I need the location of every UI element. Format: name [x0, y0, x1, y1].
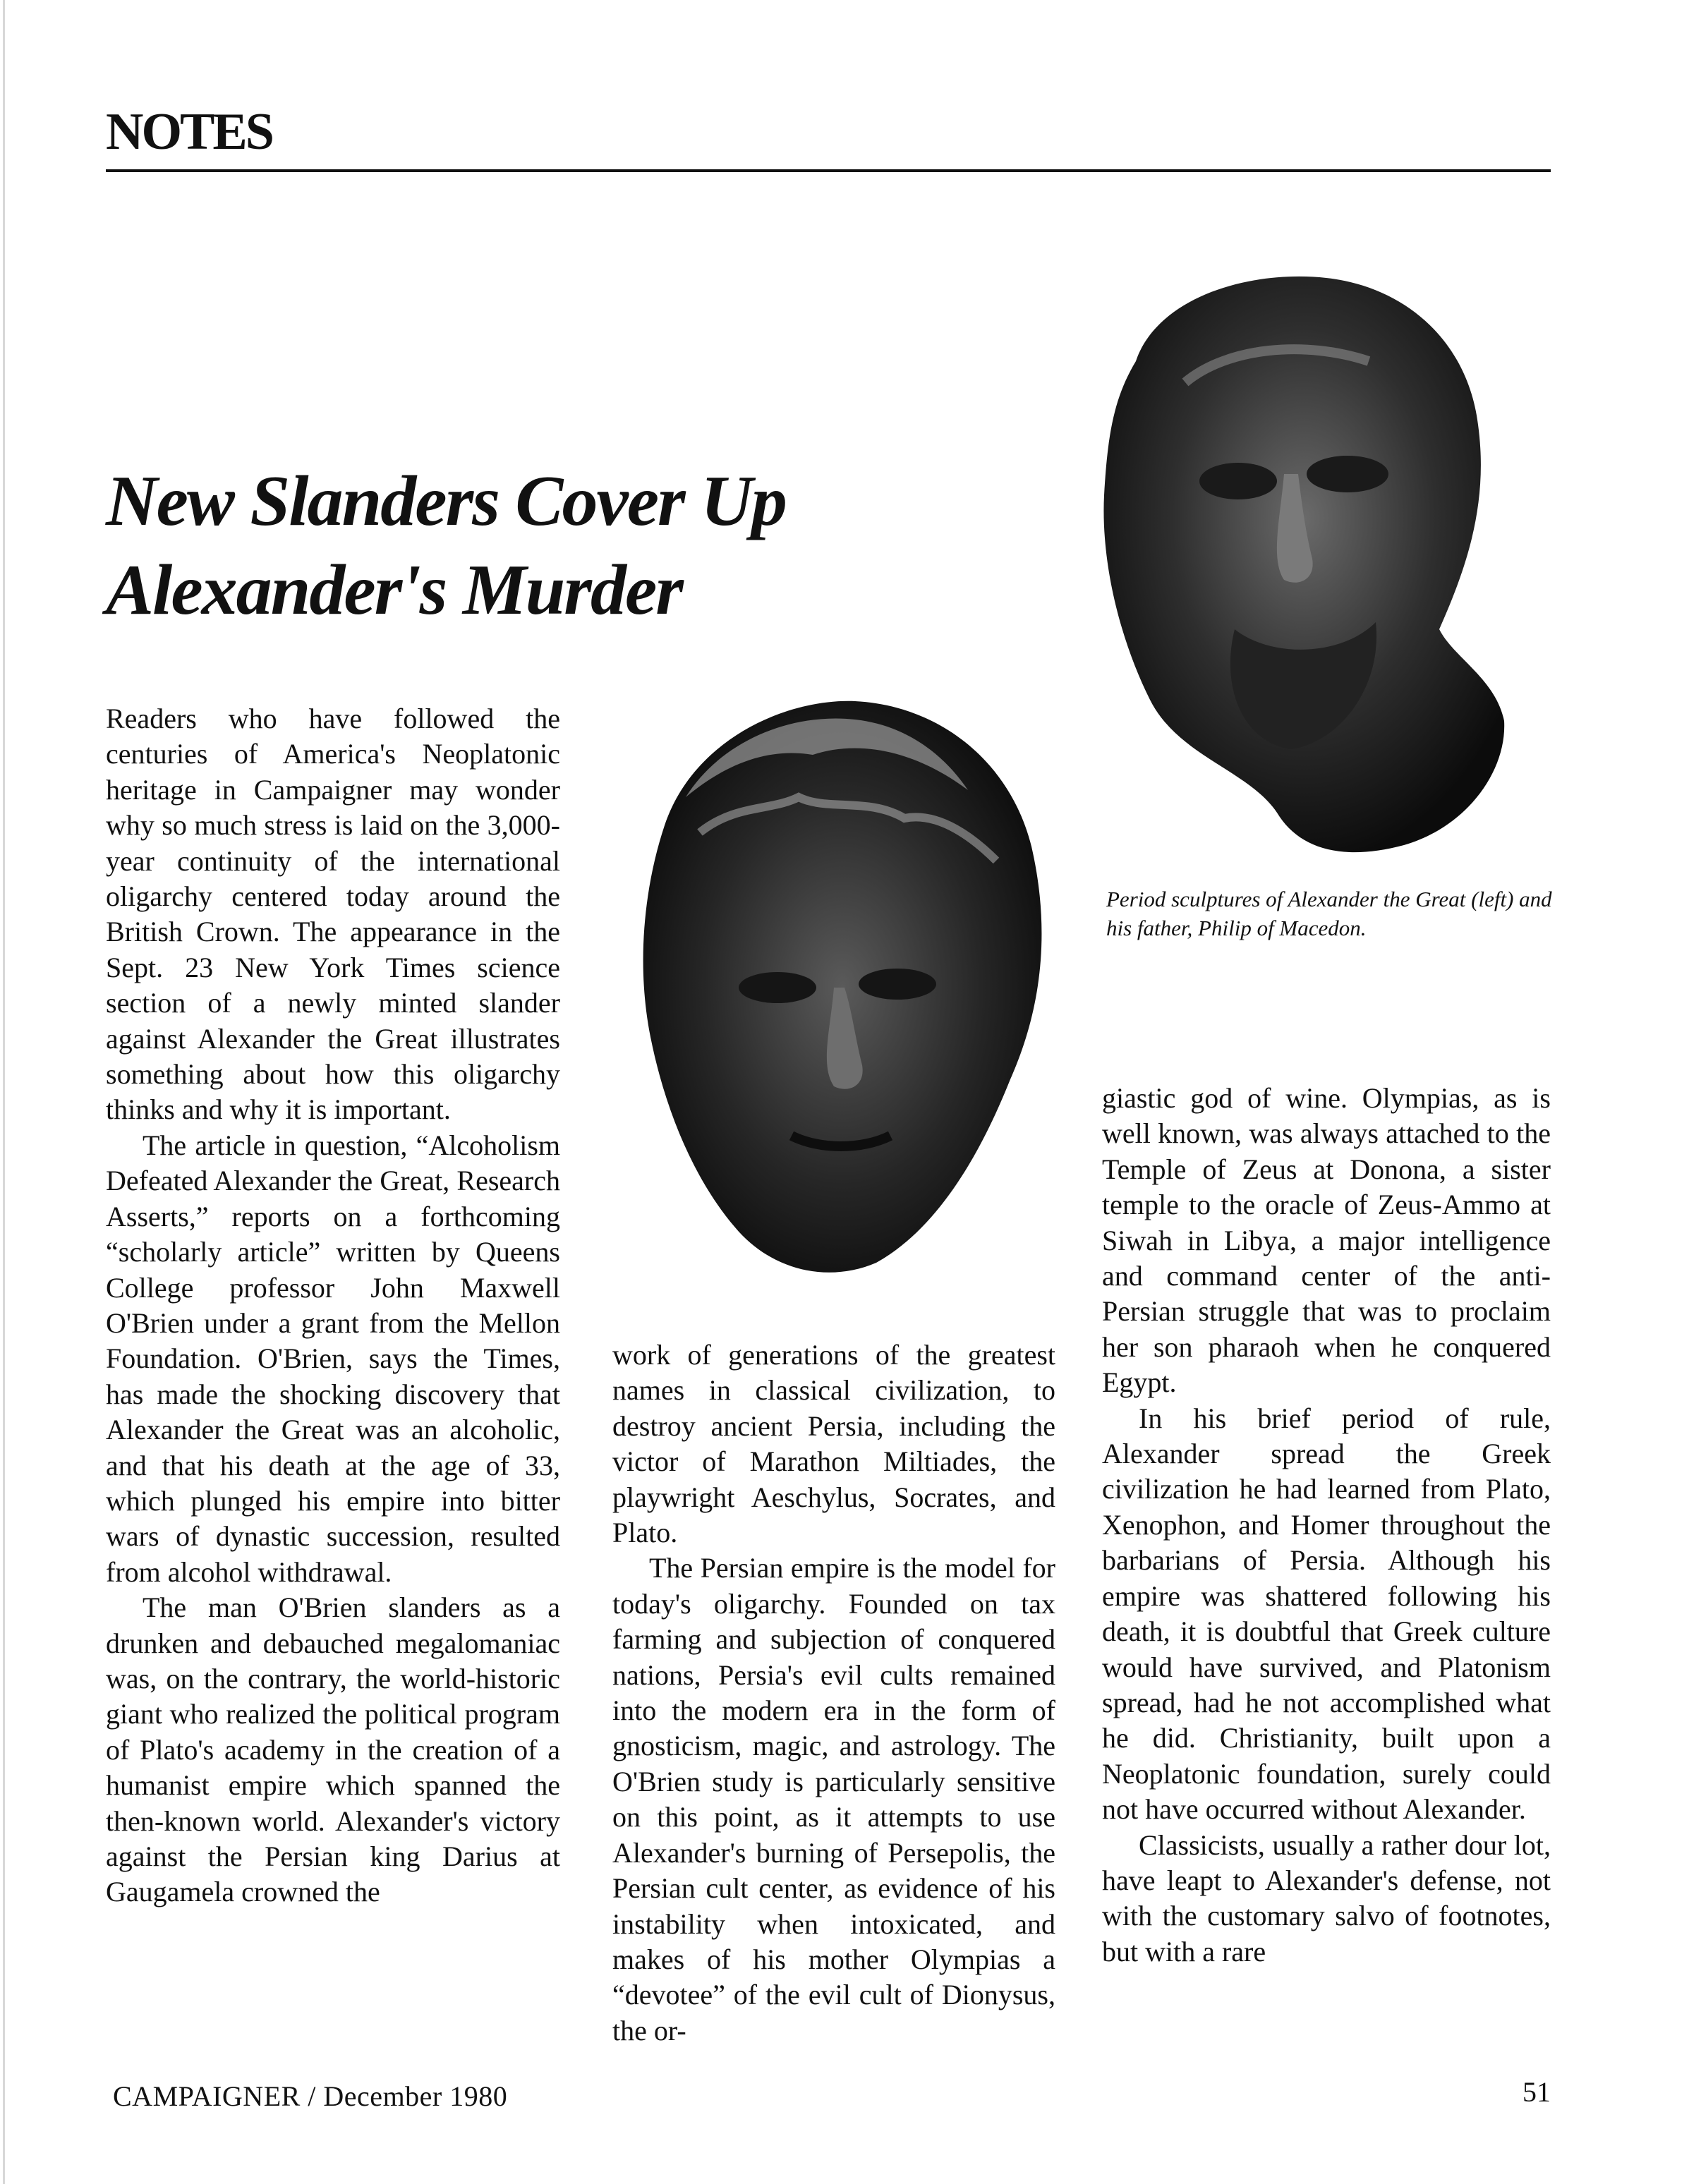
publication-footer: CAMPAIGNER / December 1980 [113, 2080, 508, 2112]
article-title [106, 457, 786, 636]
paragraph: The Persian empire is the model for today's oligarchy. Founded on tax farming and subjection of conquered nations, Persia's evil cults remained into the modern era in the form of gnosticism, magic, and astrology. The O'Brien study is particularly sensitive on this point, as it attempts to use Alexander's burning of Persepolis, the Persian cult center, as evidence of his instability when intoxicated, and makes of his mother Olympias a “devotee” of the evil cult of Dionysus, the or- [612, 1552, 1055, 2046]
paragraph: Readers who have followed the centuries of America's Neoplatonic heritage in Campaigner may wonder why so much stress is laid on the 3,000-year continuity of the international oligarchy centered today around the British Crown. The appearance in the Sept. 23 New York Times science section of a newly minted slander against Alexander the Great illustrates something about how this oligarchy thinks and why it is important. [106, 703, 560, 1126]
paragraph: Classicists, usually a rather dour lot, have leapt to Alexander's defense, not with the customary salvo of footnotes, but with a rare [1102, 1828, 1551, 1967]
paragraph: The article in question, “Alcoholism Defeated Alexander the Great, Research Asserts,” reports on a forthcoming “scholarly article” written by Queens College professor John Maxwell O'Brien under a grant from the Mellon Foundation. O'Brien, says the Times, has made the shocking discovery that Alexander the Great was an alcoholic, and that his death at the age of 33, which plunged his empire into bitter wars of dynastic succession, resulted from alcohol withdrawal. [106, 1129, 560, 1588]
paragraph: work of generations of the greatest names in classical civilization, to destroy ancient Persia, including the victor of Marathon Miltiades, the playwright Aeschylus, Socrates, and Plato. [612, 1339, 1055, 1549]
section-label: NOTES [106, 103, 272, 161]
article-column-2 [612, 1337, 1055, 2049]
header-rule [106, 169, 1551, 172]
paragraph: The man O'Brien slanders as a drunken and debauched megalomaniac was, on the contrary, the world-historic giant who realized the political program of Plato's academy in the creation of a humanist empire which spanned the then-known world. Alexander's victory against the Persian king Darius at Gaugamela crowned the [106, 1591, 560, 1908]
paragraph: In his brief period of rule, Alexander spread the Greek civilization he had learned from Plato, Xenophon, and Homer throughout the barbarians of Persia. Although his empire was shattered following his death, it is doubtful that Greek culture would have survived, and Platonism spread, had he not accomplished what he did. Christianity, built upon a Neoplatonic foundation, surely could not have occurred without Alexander. [1102, 1402, 1551, 1826]
title-line-1: New Slanders Cover Up [106, 461, 786, 541]
image-caption: Period sculptures of Alexander the Great (left) and his father, Philip of Macedon. [1106, 887, 1552, 940]
alexander-sculpture-image [587, 684, 1081, 1291]
philip-sculpture-image [1072, 262, 1510, 855]
page-number: 51 [1522, 2076, 1551, 2108]
page-margin-line [3, 0, 5, 2184]
title-line-2: Alexander's Murder [106, 550, 682, 631]
paragraph: giastic god of wine. Olympias, as is well known, was always attached to the Temple of Zeus at Donona, a sister temple to the oracle of Zeus-Ammo at Siwah in Libya, a major intelligence and command center of the anti-Persian struggle that was to proclaim her son pharaoh when he conquered Egypt. [1102, 1082, 1551, 1399]
article-column-1 [106, 701, 560, 1910]
article-column-3 [1102, 1081, 1551, 1970]
